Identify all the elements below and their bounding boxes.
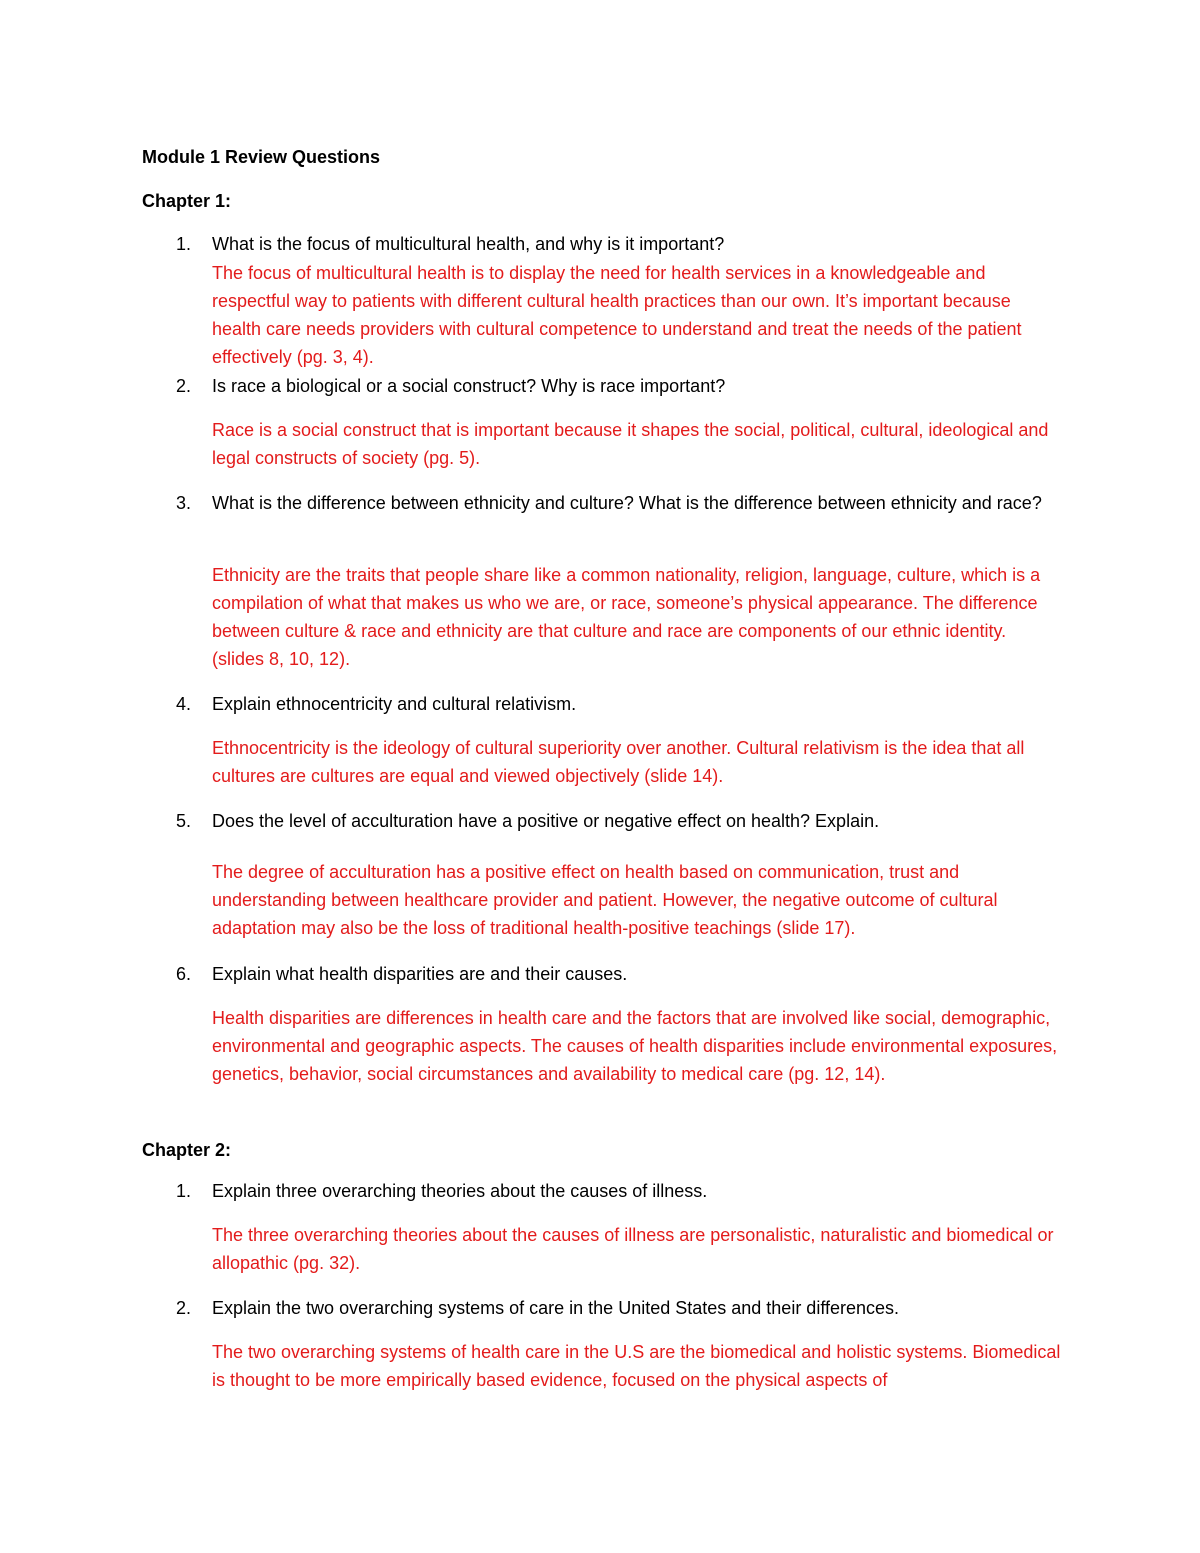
question-text: Explain ethnocentricity and cultural relativism.	[212, 694, 577, 714]
question-number: 2.	[176, 1298, 192, 1318]
chapter-2-heading: Chapter 2:	[142, 1140, 232, 1160]
question-number: 1.	[176, 1181, 192, 1201]
document-title: Module 1 Review Questions	[142, 147, 381, 167]
question-text: Explain three overarching theories about the causes of illness.	[212, 1181, 708, 1201]
answer-text: Health disparities are differences in health care and the factors that are involved like social, demographic, environmental and geographic aspects. The causes of health disparities include environmental exposures, genetics, behavior, social circumstances and availability to medical care (pg. 12, 14).	[212, 1008, 1058, 1084]
question-text: Does the level of acculturation have a positive or negative effect on health? Explain.	[212, 811, 880, 831]
question-number: 2.	[176, 376, 192, 396]
question-text: Explain the two overarching systems of care in the United States and their differences.	[212, 1298, 900, 1318]
question-text: Explain what health disparities are and their causes.	[212, 964, 628, 984]
answer-text: The degree of acculturation has a positive effect on health based on communication, trust and understanding between healthcare provider and patient. However, the negative outcome of cultural adaptation may also be the loss of traditional health-positive teachings (slide 17).	[212, 862, 998, 938]
question-number: 5.	[176, 811, 192, 831]
question-text: What is the focus of multicultural health, and why is it important?	[212, 234, 725, 254]
question-number: 6.	[176, 964, 192, 984]
question-text: Is race a biological or a social construct? Why is race important?	[212, 376, 726, 396]
answer-text: Ethnocentricity is the ideology of cultural superiority over another. Cultural relativism is the idea that all cultures are cultures are equal and viewed objectively (slide 14).	[212, 738, 1025, 786]
question-number: 3.	[176, 493, 192, 513]
answer-text: Race is a social construct that is important because it shapes the social, political, cultural, ideological and legal constructs of society (pg. 5).	[212, 420, 1049, 468]
answer-text: The focus of multicultural health is to display the need for health services in a knowledgeable and respectful way to patients with different cultural health practices than our own. It’s important because health care needs providers with cultural competence to understand and treat the needs of the patient effectively (pg. 3, 4).	[212, 263, 1022, 367]
answer-text: The two overarching systems of health care in the U.S are the biomedical and holistic systems. Biomedical is thought to be more empirically based evidence, focused on the physical aspects of	[212, 1342, 1061, 1390]
question-number: 4.	[176, 694, 192, 714]
question-number: 1.	[176, 234, 192, 254]
answer-text: The three overarching theories about the causes of illness are personalistic, naturalistic and biomedical or allopathic (pg. 32).	[212, 1225, 1054, 1273]
question-text: What is the difference between ethnicity and culture? What is the difference between ethnicity and race?	[212, 493, 1042, 513]
chapter-1-heading: Chapter 1:	[142, 191, 232, 211]
answer-text: Ethnicity are the traits that people share like a common nationality, religion, language, culture, which is a compilation of what that makes us who we are, or race, someone’s physical appearance. The difference between culture & race and ethnicity are that culture and race are components of our ethnic identity. (slides 8, 10, 12).	[212, 565, 1041, 669]
